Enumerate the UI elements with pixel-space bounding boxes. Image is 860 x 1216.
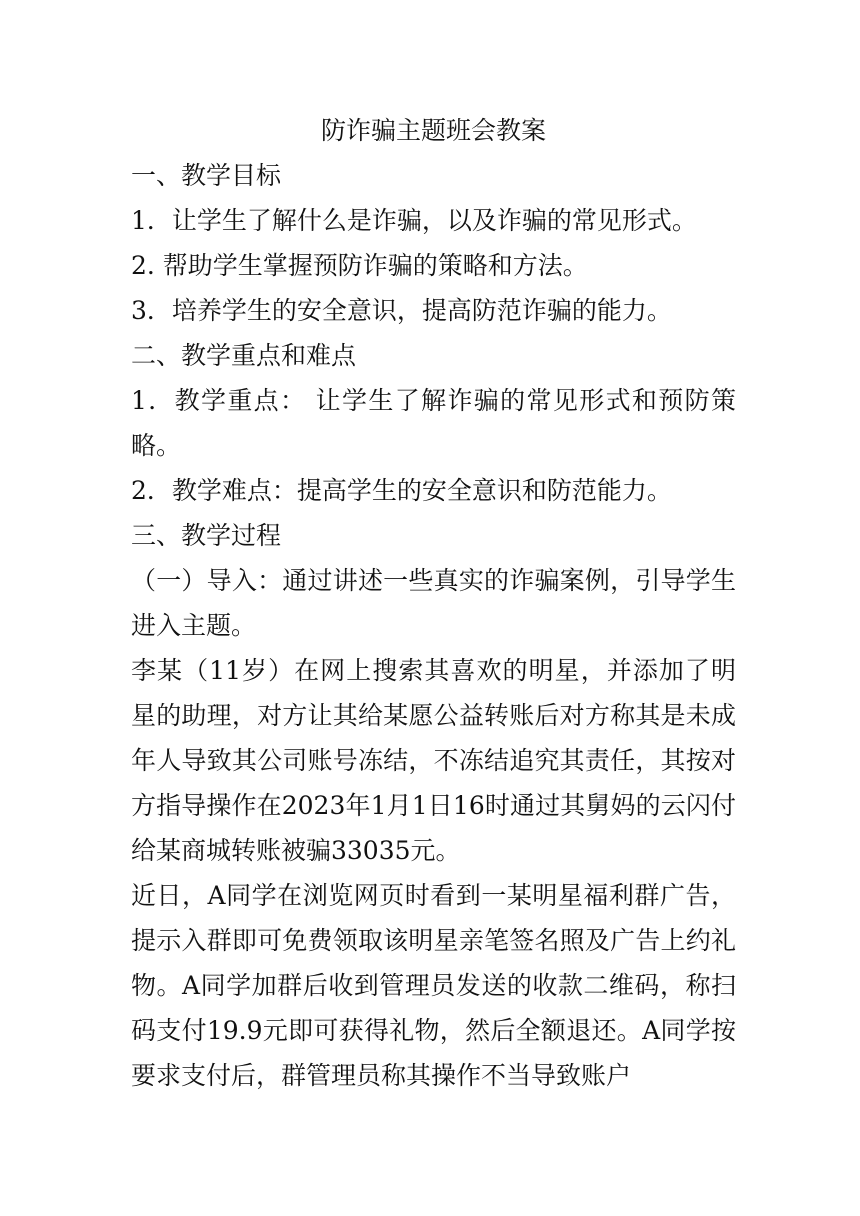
key-point-1: 1．教学重点： 让学生了解诈骗的常见形式和预防策略。 — [131, 386, 736, 460]
section-heading-objectives: 一、教学目标 — [131, 161, 282, 190]
case-paragraph-1: 李某（11岁）在网上搜索其喜欢的明星，并添加了明星的助理，对方让其给某愿公益转账后对方称其是未成年人导致其公司账号冻结，不冻结追究其责任，其按对方指导操作在2023年1月1日16时通过其舅妈的云闪付给某商城转账被骗33035元。 — [131, 656, 736, 865]
section-heading-process: 三、教学过程 — [131, 521, 282, 550]
document-title: 防诈骗主题班会教案 — [320, 116, 546, 145]
key-point-2: 2．教学难点：提高学生的安全意识和防范能力。 — [131, 476, 672, 505]
case-paragraph-2: 近日，A同学在浏览网页时看到一某明星福利群广告，提示入群即可免费领取该明星亲笔签名照及广告上约礼物。A同学加群后收到管理员发送的收款二维码，称扫码支付19.9元即可获得礼物，然后全额退还。A同学按要求支付后，群管理员称其操作不当导致账户 — [131, 881, 736, 1090]
process-intro: （一）导入：通过讲述一些真实的诈骗案例，引导学生进入主题。 — [131, 566, 736, 640]
section-heading-key-points: 二、教学重点和难点 — [131, 341, 357, 370]
objective-1: 1．让学生了解什么是诈骗，以及诈骗的常见形式。 — [131, 206, 697, 235]
document-body — [131, 108, 736, 1098]
objective-2: 2. 帮助学生掌握预防诈骗的策略和方法。 — [131, 251, 588, 280]
objective-3: 3．培养学生的安全意识，提高防范诈骗的能力。 — [131, 296, 672, 325]
